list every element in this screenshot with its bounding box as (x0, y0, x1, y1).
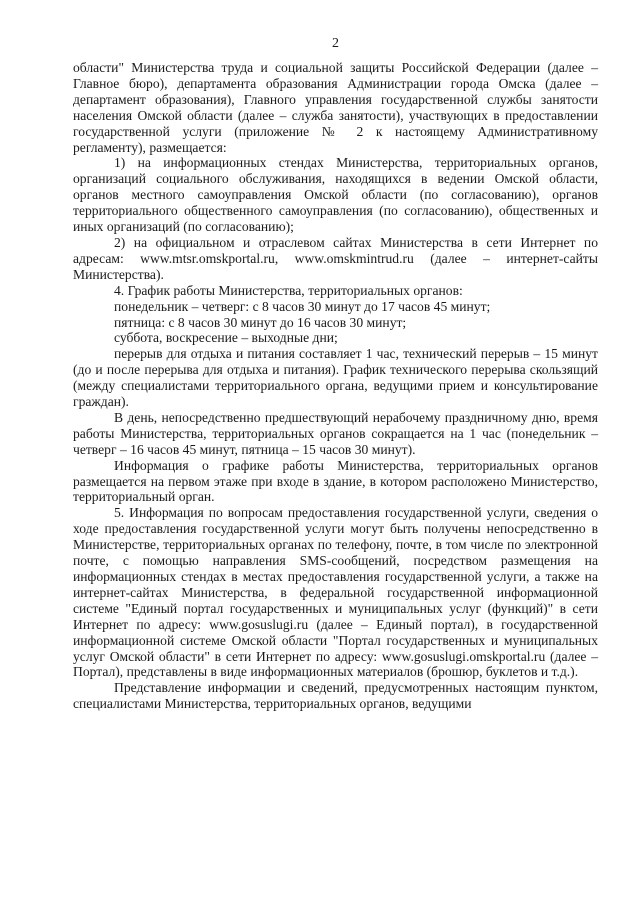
paragraph: В день, непосредственно предшествующий нерабочему праздничному дню, время работы Министерства, территориальных органов сокращается на 1 час (понедельник – четверг – 16 часов 45 минут, пятница – 15 часов 30 минут). (73, 409, 598, 457)
paragraph: области" Министерства труда и социальной защиты Российской Федерации (далее – Главное бюро), департамента образования Администрации города Омска (далее – департамент образования), Главного управления государственной службы занятости населения Омской области (далее – служба занятости), участвующих в предоставлении государственной услуги (приложение № 2 к настоящему Административному регламенту), размещается: (73, 60, 598, 155)
document-body (73, 60, 598, 712)
paragraph: 1) на информационных стендах Министерства, территориальных органов, организаций социального обслуживания, находящихся в ведении Омской области, органов местного самоуправления Омской области (по согласованию), органов территориального общественного самоуправления (по согласованию), общественных и иных организаций (по согласованию); (73, 155, 598, 235)
paragraph: 4. График работы Министерства, территориальных органов: (114, 282, 463, 298)
page-number: 2 (332, 36, 339, 51)
paragraph: Информация о графике работы Министерства, территориальных органов размещается на первом этаже при входе в здание, в котором расположено Министерство, территориальный орган. (73, 457, 598, 505)
paragraph: пятница: с 8 часов 30 минут до 16 часов 30 минут; (114, 314, 407, 330)
paragraph: перерыв для отдыха и питания составляет 1 час, технический перерыв – 15 минут (до и после перерыва для отдыха и питания). График технического перерыва скользящий (между специалистами территориального органа, ведущими прием и консультирование граждан). (73, 346, 598, 410)
paragraph: 2) на официальном и отраслевом сайтах Министерства в сети Интернет по адресам: www.mtsr.omskportal.ru, www.omskmintrud.ru (далее – интернет-сайты Министерства). (73, 234, 598, 282)
paragraph: суббота, воскресение – выходные дни; (114, 330, 338, 346)
paragraph: понедельник – четверг: с 8 часов 30 минут до 17 часов 45 минут; (114, 298, 491, 314)
paragraph: 5. Информация по вопросам предоставления государственной услуги, сведения о ходе предоставления государственной услуги могут быть получены непосредственно в Министерстве, территориальных органах по телефону, почте, в том числе по электронной почте, с помощью направления SMS-сообщений, посредством размещения на информационных стендах в местах предоставления государственной услуги, а также на интернет-сайтах Министерства, в федеральной государственной информационной системе "Единый портал государственных и муниципальных услуг (функций)" в сети Интернет по адресу: www.gosuslugi.ru (далее – Единый портал), в государственной информационной системе Омской области "Портал государственных и муниципальных услуг Омской области" в сети Интернет по адресу: www.gosuslugi.omskportal.ru (далее – Портал), представлены в виде информационных материалов (брошюр, буклетов и т.д.). (73, 505, 598, 680)
paragraph: Представление информации и сведений, предусмотренных настоящим пунктом, специалистами Министерства, территориальных органов, ведущими (73, 680, 598, 712)
